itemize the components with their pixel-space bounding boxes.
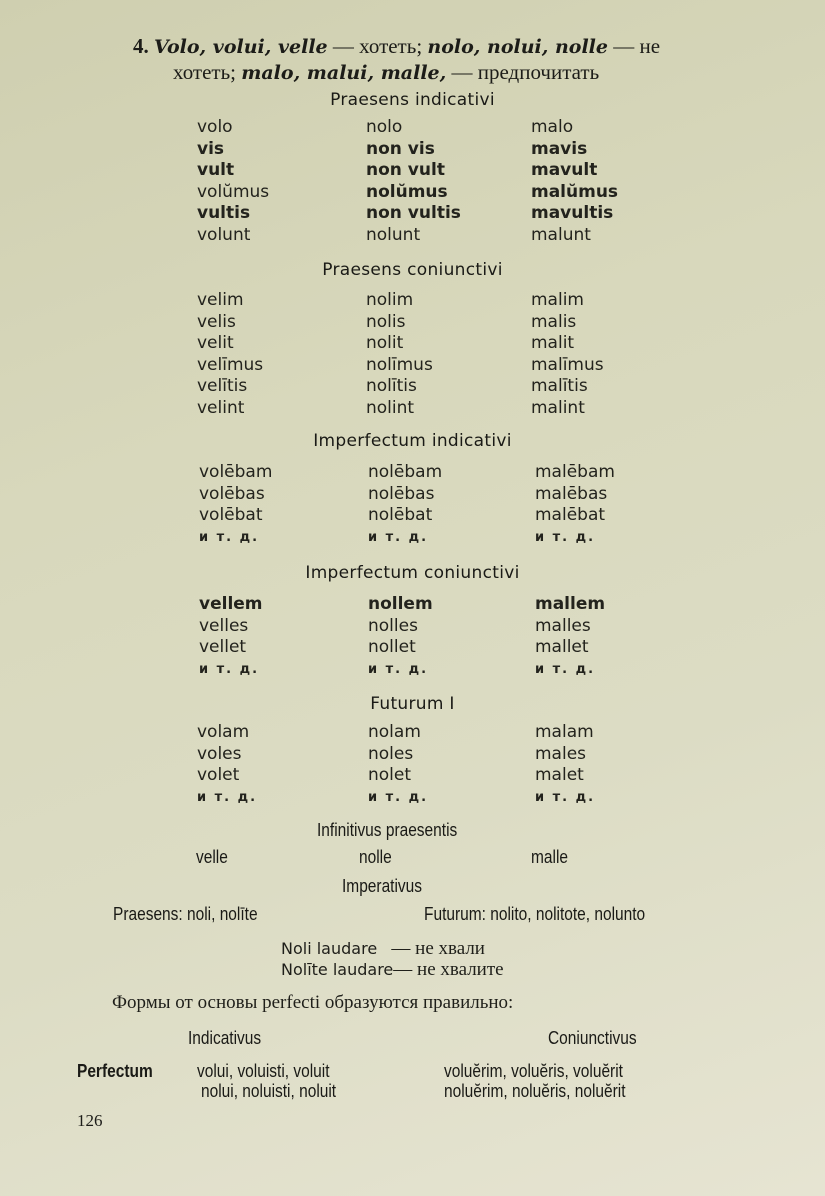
- form: malo: [531, 117, 574, 137]
- form: malam: [535, 722, 594, 742]
- entry-heading-line-1: [133, 34, 660, 59]
- form: malles: [535, 615, 591, 636]
- form: voles: [197, 743, 242, 764]
- form: velint: [197, 397, 245, 418]
- form: malēbat: [535, 505, 606, 525]
- form: velīmus: [197, 354, 264, 375]
- column-nolo: [368, 722, 428, 808]
- imperative-futurum: Futurum: nolito, nolitote, nolunto: [424, 904, 646, 924]
- column-volo: [197, 117, 269, 246]
- example-latin: Nolīte laudare: [281, 960, 394, 979]
- heading-gloss-4: — предпочитать: [446, 60, 600, 84]
- form: volet: [197, 765, 240, 785]
- perfect-coniunctivus-volo: voluĕrim, voluĕris, voluĕrit: [444, 1061, 623, 1081]
- form: nolēbat: [368, 505, 433, 525]
- form: males: [535, 743, 587, 764]
- form: vult: [197, 160, 235, 180]
- column-nolo: [366, 117, 461, 246]
- form: malēbam: [535, 462, 615, 482]
- etc-label: и т. д.: [368, 529, 429, 545]
- entry-number: 4.: [133, 34, 149, 58]
- form: malis: [531, 311, 577, 332]
- form: vellem: [199, 594, 263, 614]
- etc-label: и т. д.: [535, 789, 596, 805]
- form: mavis: [531, 138, 588, 159]
- example-latin: Noli laudare: [281, 939, 378, 958]
- imperative-praesens: Praesens: noli, nolīte: [113, 904, 258, 924]
- column-volo: [199, 594, 263, 680]
- form: nolēbas: [368, 483, 435, 504]
- form: volēbam: [199, 462, 273, 482]
- perfect-indicativus-volo: volui, voluisti, voluit: [197, 1061, 330, 1081]
- form: nollem: [368, 594, 433, 614]
- heading-gloss-3: хотеть;: [173, 60, 242, 84]
- form: malunt: [531, 224, 591, 245]
- etc-label: и т. д.: [197, 789, 258, 805]
- form: nolet: [368, 765, 412, 785]
- section-title-imperativus: Imperativus: [342, 876, 423, 896]
- column-malo: [535, 594, 605, 680]
- example-nolite-laudare: [281, 959, 504, 981]
- form: nolim: [366, 290, 414, 310]
- section-title-imperfectum-indicativi: Imperfectum indicativi: [313, 431, 512, 451]
- section-title-praesens-coniunctivi: Praesens coniunctivi: [322, 260, 503, 280]
- infinitive-velle: velle: [196, 847, 228, 867]
- example-russian: — не хвали: [391, 938, 485, 959]
- form: nolles: [368, 615, 418, 636]
- form: nolēbam: [368, 462, 443, 482]
- column-nolo: [368, 594, 433, 680]
- form: volēbas: [199, 483, 265, 504]
- heading-gloss-2: — не: [608, 34, 661, 58]
- form: mallem: [535, 594, 606, 614]
- perfect-note: Формы от основы perfecti образуются правильно:: [112, 992, 514, 1013]
- section-title-infinitivus-praesentis: Infinitivus praesentis: [317, 820, 458, 840]
- form: mavult: [531, 160, 598, 180]
- form: volēbat: [199, 505, 263, 525]
- header-indicativus: Indicativus: [188, 1028, 262, 1048]
- heading-gloss-1: — хотеть;: [327, 34, 428, 58]
- form: nolit: [366, 333, 404, 353]
- etc-label: и т. д.: [535, 529, 596, 545]
- form: volŭmus: [197, 181, 270, 202]
- column-nolo: [366, 290, 433, 419]
- form: malŭmus: [531, 181, 619, 202]
- form: nolam: [368, 722, 421, 742]
- etc-label: и т. д.: [535, 661, 596, 677]
- row-label-perfectum: Perfectum: [77, 1061, 153, 1081]
- column-volo: [197, 290, 263, 419]
- section-title-praesens-indicativi: Praesens indicativi: [330, 90, 495, 110]
- infinitive-malle: malle: [531, 847, 568, 867]
- column-nolo: [368, 462, 442, 548]
- form: nolint: [366, 397, 415, 418]
- form: malīmus: [531, 354, 604, 375]
- etc-label: и т. д.: [199, 661, 260, 677]
- form: volam: [197, 722, 250, 742]
- form: nolŭmus: [366, 181, 448, 202]
- perfect-indicativus-nolo: nolui, noluisti, noluit: [201, 1081, 337, 1101]
- form: non vult: [366, 160, 445, 180]
- form: velit: [197, 333, 234, 353]
- form: noles: [368, 743, 414, 764]
- column-volo: [197, 722, 257, 808]
- form: nolunt: [366, 224, 421, 245]
- etc-label: и т. д.: [368, 789, 429, 805]
- form: malim: [531, 290, 584, 310]
- form: mavultis: [531, 203, 614, 223]
- form: non vis: [366, 138, 435, 159]
- header-coniunctivus: Coniunctivus: [548, 1028, 637, 1048]
- form: vultis: [197, 203, 251, 223]
- column-malo: [531, 117, 618, 246]
- column-malo: [531, 290, 604, 419]
- form: nollet: [368, 637, 416, 657]
- example-russian: — не хвалите: [393, 959, 504, 980]
- column-malo: [535, 462, 615, 548]
- etc-label: и т. д.: [199, 529, 260, 545]
- form: nolis: [366, 311, 406, 332]
- section-title-futurum-i: Futurum I: [370, 694, 455, 714]
- form: mallet: [535, 637, 589, 657]
- form: malit: [531, 333, 575, 353]
- heading-nolo: nolo, nolui, nolle: [427, 36, 608, 58]
- form: malet: [535, 765, 584, 785]
- perfect-coniunctivus-nolo: noluĕrim, noluĕris, noluĕrit: [444, 1081, 626, 1101]
- section-title-imperfectum-coniunctivi: Imperfectum coniunctivi: [305, 563, 520, 583]
- column-volo: [199, 462, 272, 548]
- form: malītis: [531, 376, 588, 396]
- example-noli-laudare: [281, 938, 485, 960]
- form: vis: [197, 138, 225, 159]
- entry-heading-line-2: [173, 60, 599, 85]
- form: nolo: [366, 117, 403, 137]
- form: volo: [197, 117, 233, 137]
- form: velles: [199, 615, 249, 636]
- form: volunt: [197, 224, 251, 245]
- form: vellet: [199, 637, 247, 657]
- form: malint: [531, 397, 585, 418]
- form: velītis: [197, 376, 248, 396]
- form: velim: [197, 290, 244, 310]
- form: nolītis: [366, 376, 417, 396]
- etc-label: и т. д.: [368, 661, 429, 677]
- page-number: 126: [77, 1111, 103, 1130]
- heading-volo: Volo, volui, velle: [154, 36, 328, 58]
- heading-malo: malo, malui, malle,: [241, 62, 447, 84]
- form: malēbas: [535, 483, 608, 504]
- infinitive-nolle: nolle: [359, 847, 392, 867]
- form: nolīmus: [366, 354, 433, 375]
- form: velis: [197, 311, 236, 332]
- column-malo: [535, 722, 595, 808]
- form: non vultis: [366, 203, 461, 223]
